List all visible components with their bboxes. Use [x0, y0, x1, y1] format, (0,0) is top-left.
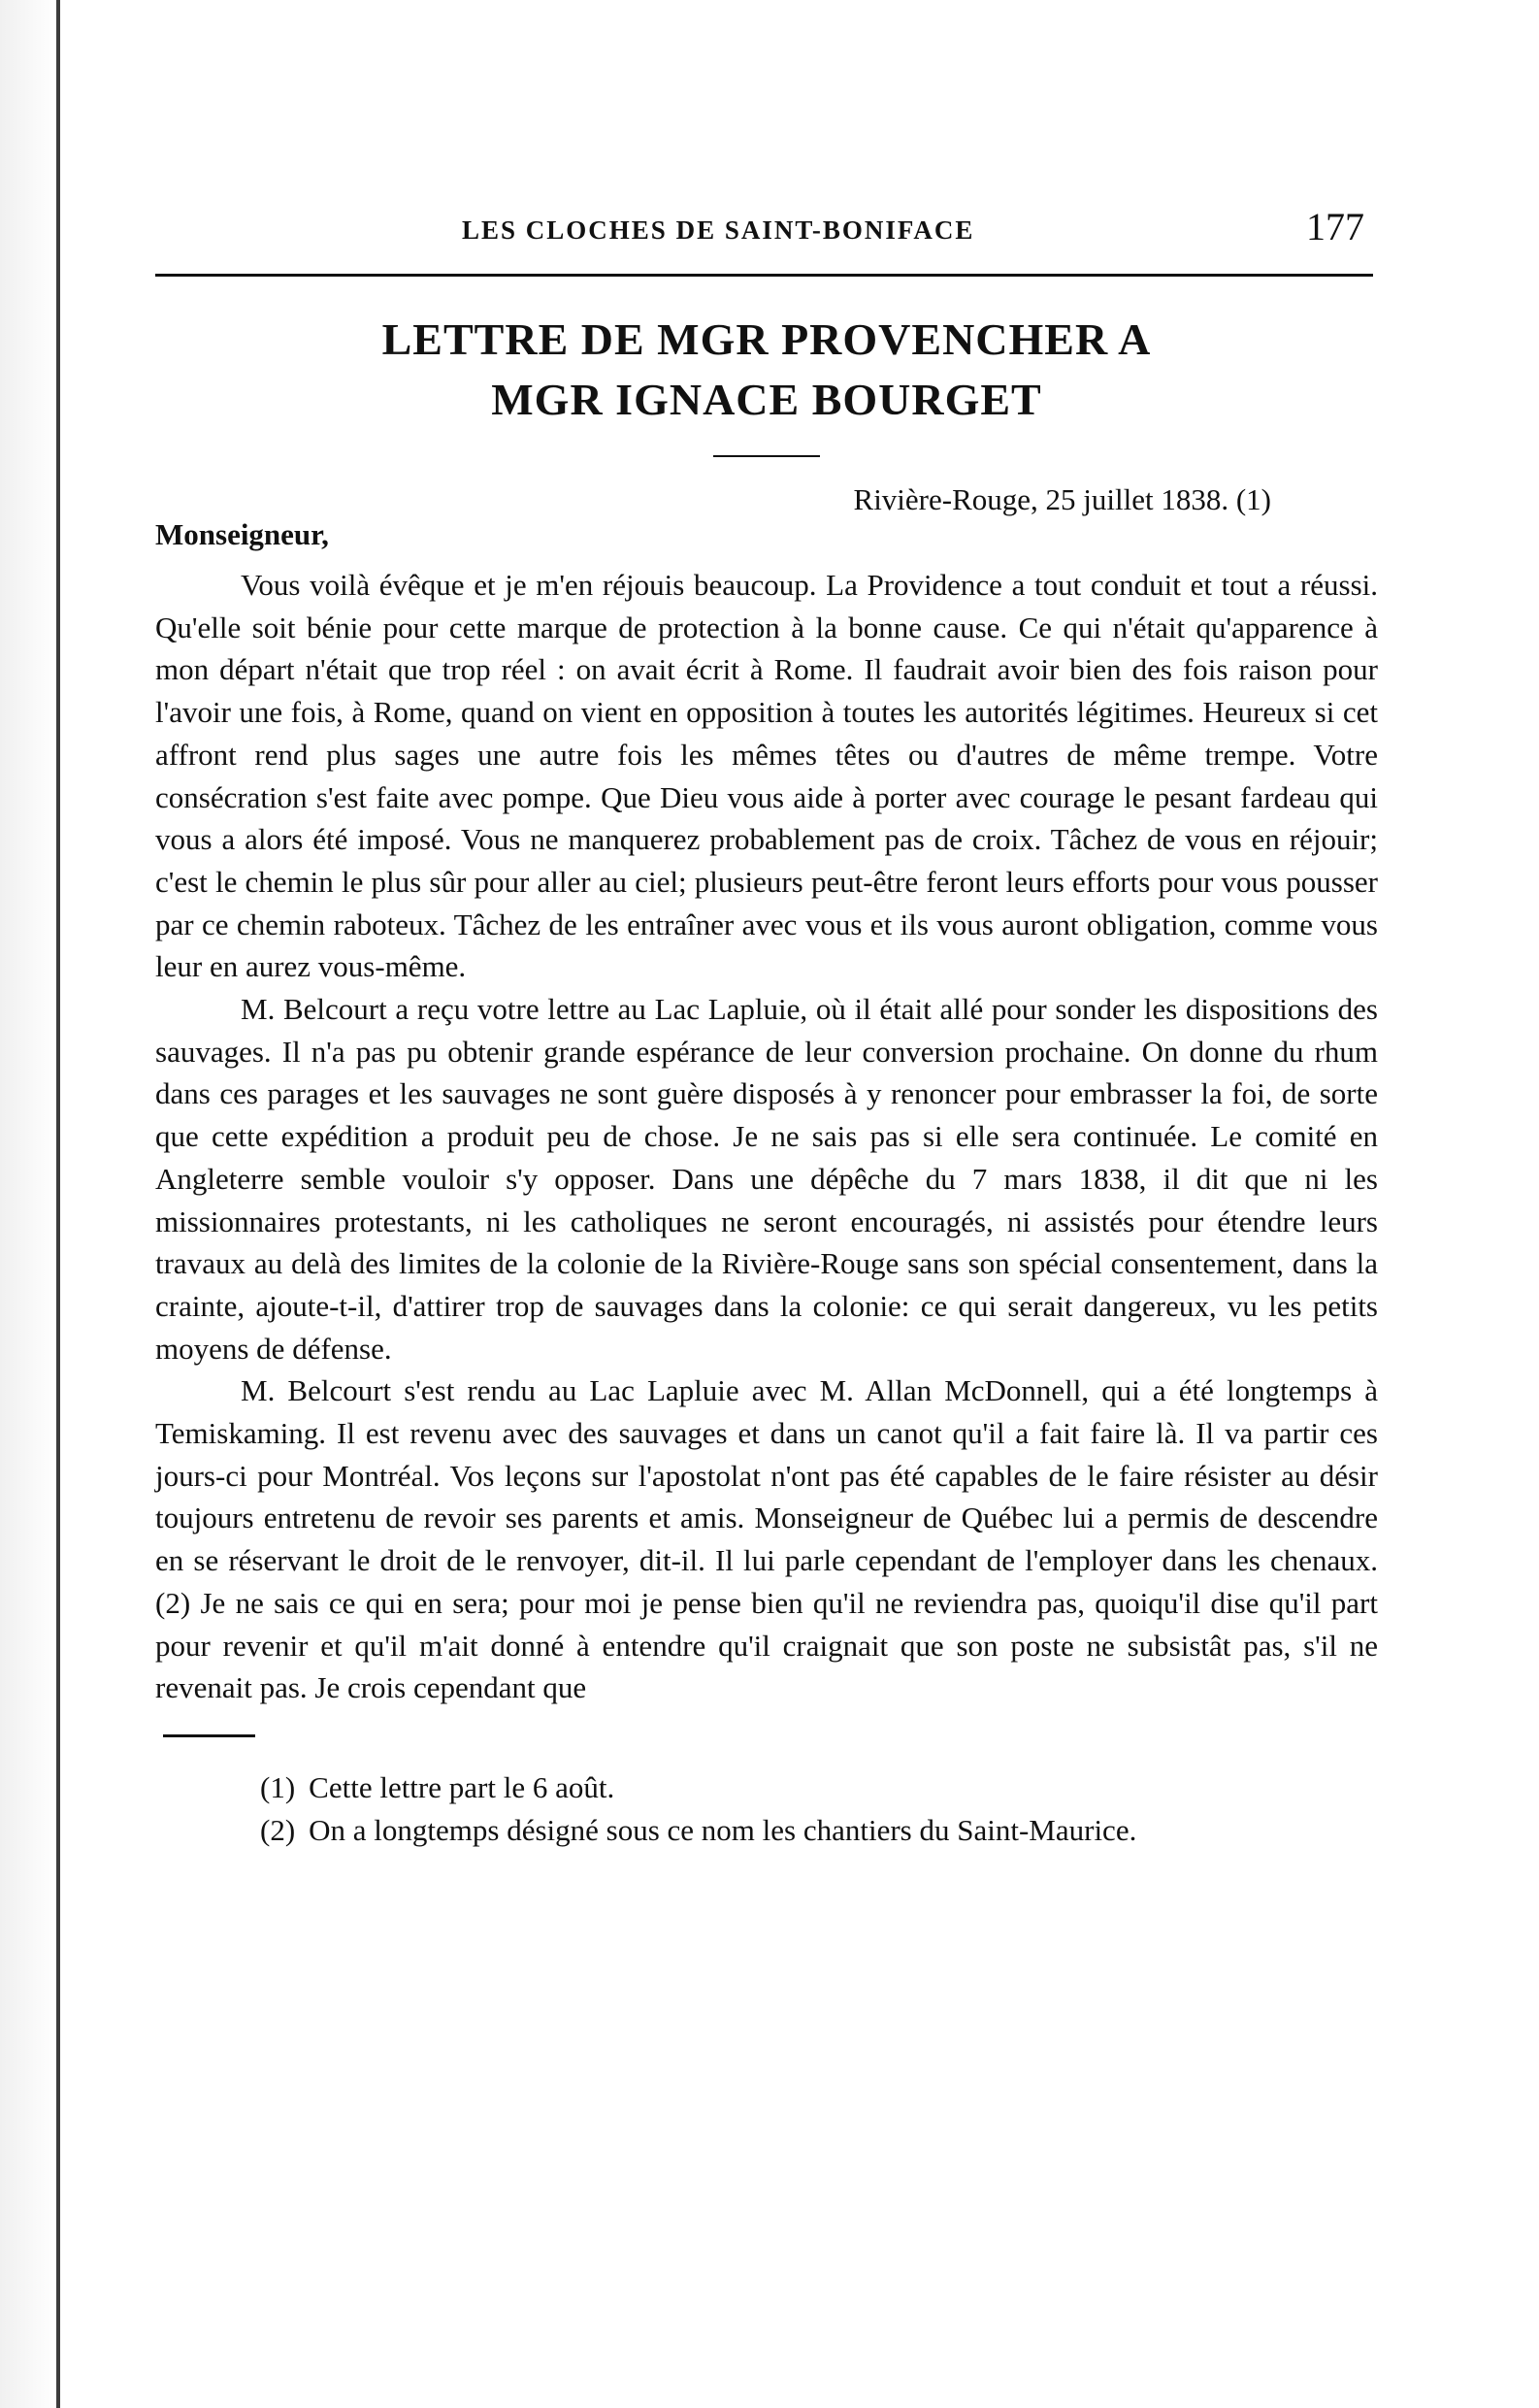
salutation: Monseigneur, [155, 517, 329, 551]
footnote-2-mark: (2) [260, 1812, 296, 1847]
page-number: 177 [1306, 205, 1364, 248]
letter-title-line-1: LETTRE DE MGR PROVENCHER A [381, 314, 1152, 364]
title-rule [713, 455, 820, 457]
footnote-rule [163, 1734, 255, 1737]
letter-body [155, 564, 1378, 1709]
body-paragraph-3: M. Belcourt s'est rendu au Lac Lapluie avec M. Allan McDonnell, qui a été longtemps à Temiskaming. Il est revenu avec des sauvages et dans un canot qu'il a fait faire là. Il va partir ces jours-ci pour Montréal. Vos leçons sur l'apostolat n'ont pas été capables de le faire résister au désir toujours entretenu de revoir ses parents et amis. Monseigneur de Québec lui a permis de descendre en se réservant le droit de le renvoyer, dit-il. Il lui parle cependant de l'employer dans les chenaux. (2) Je ne sais ce qui en sera; pour moi je pense bien qu'il ne reviendra pas, quoiqu'il dise qu'il part pour revenir et qu'il m'ait donné à entendre qu'il craignait que son poste ne subsistât pas, s'il ne revenait pas. Je crois cependant que [155, 1373, 1378, 1705]
header-rule [155, 274, 1373, 277]
binding-shadow [0, 0, 58, 2408]
running-head [155, 204, 1378, 262]
running-title: LES CLOCHES DE SAINT-BONIFACE [462, 215, 975, 245]
footnote-2-text: On a longtemps désigné sous ce nom les chantiers du Saint-Maurice. [309, 1812, 1137, 1847]
letter-title-line-2: MGR IGNACE BOURGET [491, 375, 1042, 424]
book-page [155, 204, 1378, 1852]
page-binding-edge [56, 0, 60, 2408]
body-paragraph-1: Vous voilà évêque et je m'en réjouis beaucoup. La Providence a tout conduit et tout a réussi. Qu'elle soit bénie pour cette marque de protection à la bonne cause. Ce qui n'était qu'apparence à mon départ n'était que trop réel : on avait écrit à Rome. Il faudrait avoir bien des fois raison pour l'avoir une fois, à Rome, quand on vient en opposition à toutes les autorités légitimes. Heureux si cet affront rend plus sages une autre fois les mêmes têtes ou d'autres de même trempe. Votre consécration s'est faite avec pompe. Que Dieu vous aide à porter avec courage le pesant fardeau qui vous a alors été imposé. Vous ne manquerez probablement pas de croix. Tâchez de vous en réjouir; c'est le chemin le plus sûr pour aller au ciel; plusieurs peut-être feront leurs efforts pour vous pousser par ce chemin raboteux. Tâchez de les entraîner avec vous et ils vous auront obligation, comme vous leur en aurez vous-même. [155, 568, 1378, 984]
footnote-2 [155, 1809, 1378, 1852]
dateline: Rivière-Rouge, 25 juillet 1838. (1) [853, 482, 1271, 516]
footnote-1-mark: (1) [260, 1769, 296, 1804]
footnotes [155, 1766, 1378, 1852]
letter-title [155, 310, 1378, 430]
body-paragraph-2: M. Belcourt a reçu votre lettre au Lac Lapluie, où il était allé pour sonder les dispositions des sauvages. Il n'a pas pu obtenir grande espérance de leur conversion prochaine. On donne du rhum dans ces parages et les sauvages ne sont guère disposés à y renoncer pour embrasser la foi, de sorte que cette expédition a produit peu de chose. Je ne sais pas si elle sera continuée. Le comité en Angleterre semble vouloir s'y opposer. Dans une dépêche du 7 mars 1838, il dit que ni les missionnaires protestants, ni les catholiques ne seront encouragés, ni assistés pour étendre leurs travaux au delà des limites de la colonie de la Rivière-Rouge sans son spécial consentement, dans la crainte, ajoute-t-il, d'attirer trop de sauvages dans la colonie: ce qui serait dangereux, vu les petits moyens de défense. [155, 992, 1378, 1366]
footnote-1-text: Cette lettre part le 6 août. [309, 1769, 615, 1804]
footnote-1 [155, 1766, 1378, 1809]
